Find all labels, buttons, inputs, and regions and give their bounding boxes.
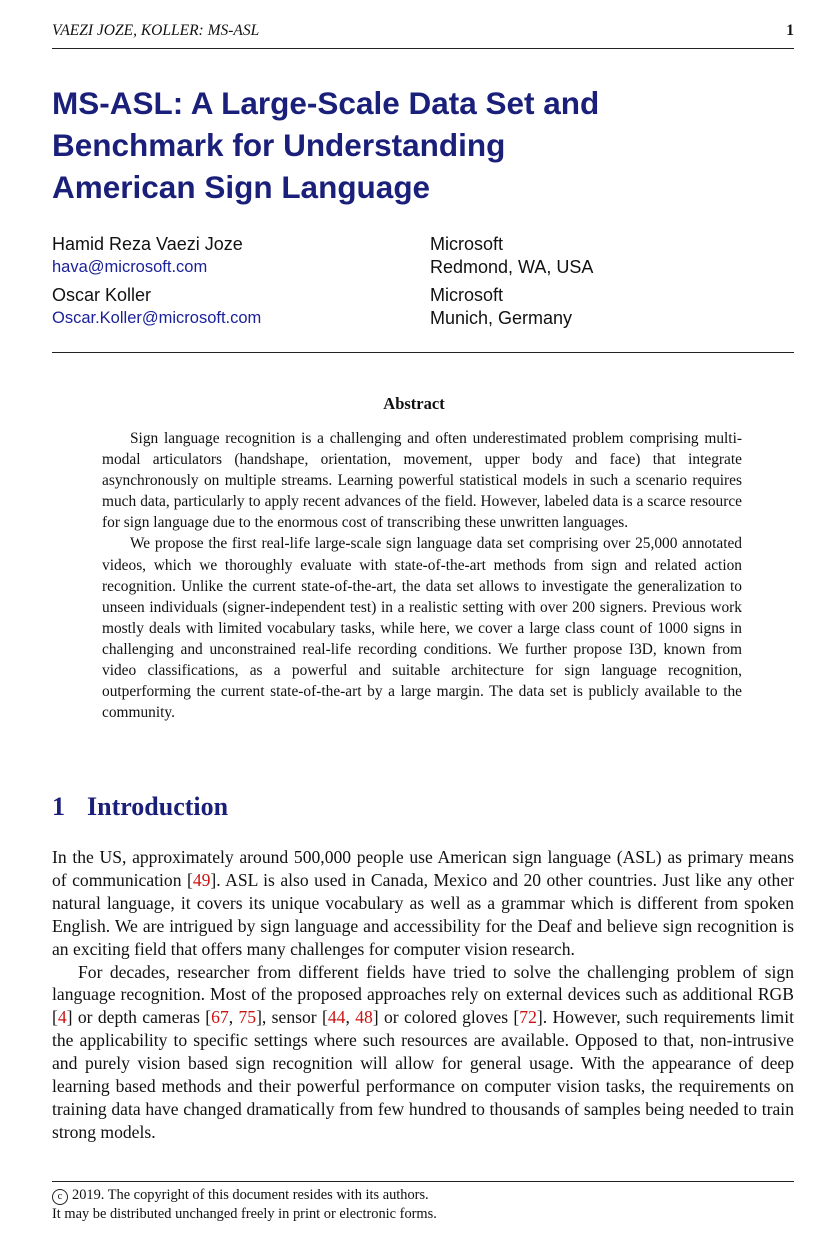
citation-link[interactable]: 48 [355, 1007, 373, 1028]
distribution-note: It may be distributed unchanged freely in print or electronic forms. [52, 1206, 437, 1222]
body-paragraph [52, 961, 794, 1144]
copyright-icon: c [52, 1189, 68, 1205]
author-2 [52, 284, 261, 330]
text-run: , [345, 1007, 356, 1028]
running-title: VAEZI JOZE, KOLLER: MS-ASL [52, 22, 260, 39]
paper-title [52, 82, 792, 208]
citation-link[interactable]: 75 [238, 1007, 257, 1028]
footer-rule [52, 1181, 794, 1182]
authors-rule [52, 352, 794, 353]
citation-link[interactable]: 72 [519, 1007, 537, 1028]
author-email[interactable]: Oscar.Koller@microsoft.com [52, 309, 262, 327]
copyright-line [52, 1186, 794, 1205]
text-run: In the US, approximately around 500,000 people use American sign language (ASL) as primary means of communication [ [52, 847, 794, 890]
page-number: 1 [786, 22, 794, 39]
copyright-text: 2019. The copyright of this document resides with its authors. [72, 1187, 429, 1203]
author-email[interactable]: hava@microsoft.com [52, 258, 208, 276]
author-name: Oscar Koller [52, 285, 152, 305]
author-2-affiliation [430, 284, 572, 330]
author-org: Microsoft [430, 285, 504, 305]
section-title: Introduction [87, 792, 229, 821]
text-run: For decades, researcher from different fields have tried to solve the challenging problem of sign language recognition. Most of the proposed approaches rely on external devices such as additional RGB [ [52, 961, 794, 1028]
abstract-body [102, 428, 742, 723]
citation-link[interactable]: 67 [211, 1007, 229, 1028]
citation-link[interactable]: 44 [327, 1007, 346, 1028]
abstract-paragraph: Sign language recognition is a challenging and often underestimated problem comprising multi-modal articulators (handshape, orientation, movement, upper body and face) that integrate asynchronously on multiple streams. Learning powerful statistical models in such a scenario requires much data, particularly to apply recent advances of the field. However, labeled data is a scarce resource for sign language due to the enormous cost of transcribing these unwritten languages. [102, 430, 742, 532]
author-1-affiliation [430, 233, 593, 279]
body-paragraph [52, 846, 794, 961]
author-org: Microsoft [430, 234, 504, 254]
text-run: ]. However, such requirements limit the applicability to specific settings where such resources are available. Opposed to that, non-intrusive and purely vision based sign recognition will allow for general usage. With the appearance of deep learning based methods and their powerful performance on computer vision tasks, the requirements on training data have changed dramatically from few hundred to thousands of samples being needed to train strong models. [52, 1007, 795, 1142]
section-heading [52, 792, 228, 822]
title-line: American Sign Language [52, 169, 431, 205]
section-number: 1 [52, 792, 65, 821]
text-run: ], sensor [ [256, 1007, 328, 1028]
introduction-body [52, 846, 794, 1144]
abstract-paragraph: We propose the first real-life large-scale sign language data set comprising over 25,000 annotated videos, which we thoroughly evaluate with state-of-the-art methods from sign and related action recognition. Unlike the current state-of-the-art, the data set allows to investigate the generalization to unseen individuals (signer-independent test) in a realistic setting with over 200 signers. Previous work mostly deals with limited vocabulary tasks, while here, we cover a large class count of 1000 signs in challenging and unconstrained real-life recording conditions. We further propose I3D, known from video classifications, as a powerful and suitable architecture for sign language recognition, outperforming the current state-of-the-art by a large margin. The data set is publicly available to the community. [102, 535, 742, 722]
abstract-heading: Abstract [383, 394, 445, 413]
copyright-footer [52, 1186, 794, 1224]
text-run: ]. ASL is also used in Canada, Mexico and 20 other countries. Just like any other natural language, it covers its unique vocabulary as well as a grammar which is different from spoken English. We are intrigued by sign language and accessibility for the Deaf and believe sign recognition is an exciting field that offers many challenges for computer vision research. [52, 869, 794, 959]
running-header [52, 22, 794, 40]
author-name: Hamid Reza Vaezi Joze [52, 234, 243, 254]
text-run: ] or depth cameras [ [66, 1007, 212, 1028]
author-location: Munich, Germany [430, 308, 573, 328]
title-line: Benchmark for Understanding [52, 127, 506, 163]
header-rule [52, 48, 794, 49]
citation-link[interactable]: 4 [57, 1007, 67, 1028]
text-run: , [228, 1007, 239, 1028]
citation-link[interactable]: 49 [192, 869, 211, 890]
author-1 [52, 233, 243, 279]
title-line: MS-ASL: A Large-Scale Data Set and [52, 85, 600, 121]
text-run: ] or colored gloves [ [372, 1007, 520, 1028]
author-location: Redmond, WA, USA [430, 257, 594, 277]
